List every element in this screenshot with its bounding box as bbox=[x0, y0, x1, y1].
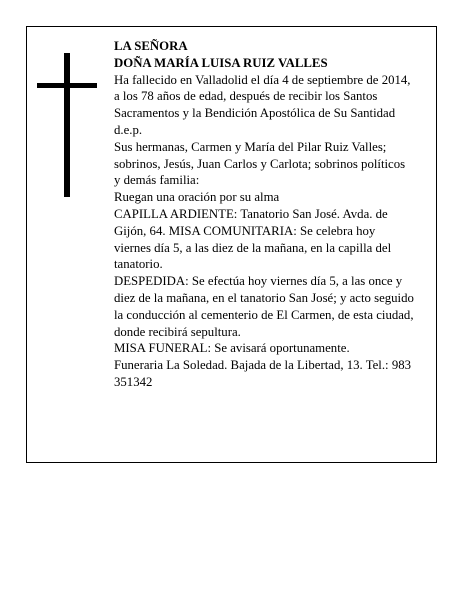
obituary-text bbox=[114, 38, 414, 391]
rip-abbreviation: d.e.p. bbox=[114, 122, 143, 137]
chapel-info: CAPILLA ARDIENTE: Tanatorio San José. Avda. de Gijón, 64. MISA COMUNITARIA: Se celebra hoy viernes día 5, a las diez de la mañana, en la capilla del tanatorio. bbox=[114, 206, 392, 272]
farewell-info: DESPEDIDA: Se efectúa hoy viernes día 5, a las once y diez de la mañana, en el tanatorio San José; y acto seguido la conducción al cementerio de El Carmen, de esta ciudad, donde recibirá sepultura. bbox=[114, 274, 414, 339]
family-list: Sus hermanas, Carmen y María del Pilar Ruiz Valles; sobrinos, Jesús, Juan Carlos y Carlota; sobrinos políticos y demás familia: bbox=[114, 139, 406, 188]
prayer-request: Ruegan una oración por su alma bbox=[114, 190, 280, 205]
death-announcement: Ha fallecido en Valladolid el día 4 de septiembre de 2014, a los 78 años de edad, después de recibir los Santos Sacramentos y la Bendición Apostólica de Su Santidad bbox=[114, 72, 411, 121]
cross-icon bbox=[64, 53, 70, 197]
deceased-name: DOÑA MARÍA LUISA RUIZ VALLES bbox=[114, 55, 328, 70]
funeral-mass-info: MISA FUNERAL: Se avisará oportunamente. bbox=[114, 341, 350, 356]
funeral-home-info: Funeraria La Soledad. Bajada de la Libertad, 13. Tel.: 983 351342 bbox=[114, 358, 412, 389]
obituary-heading: LA SEÑORA bbox=[114, 39, 188, 53]
cross-icon-bar bbox=[37, 83, 97, 88]
